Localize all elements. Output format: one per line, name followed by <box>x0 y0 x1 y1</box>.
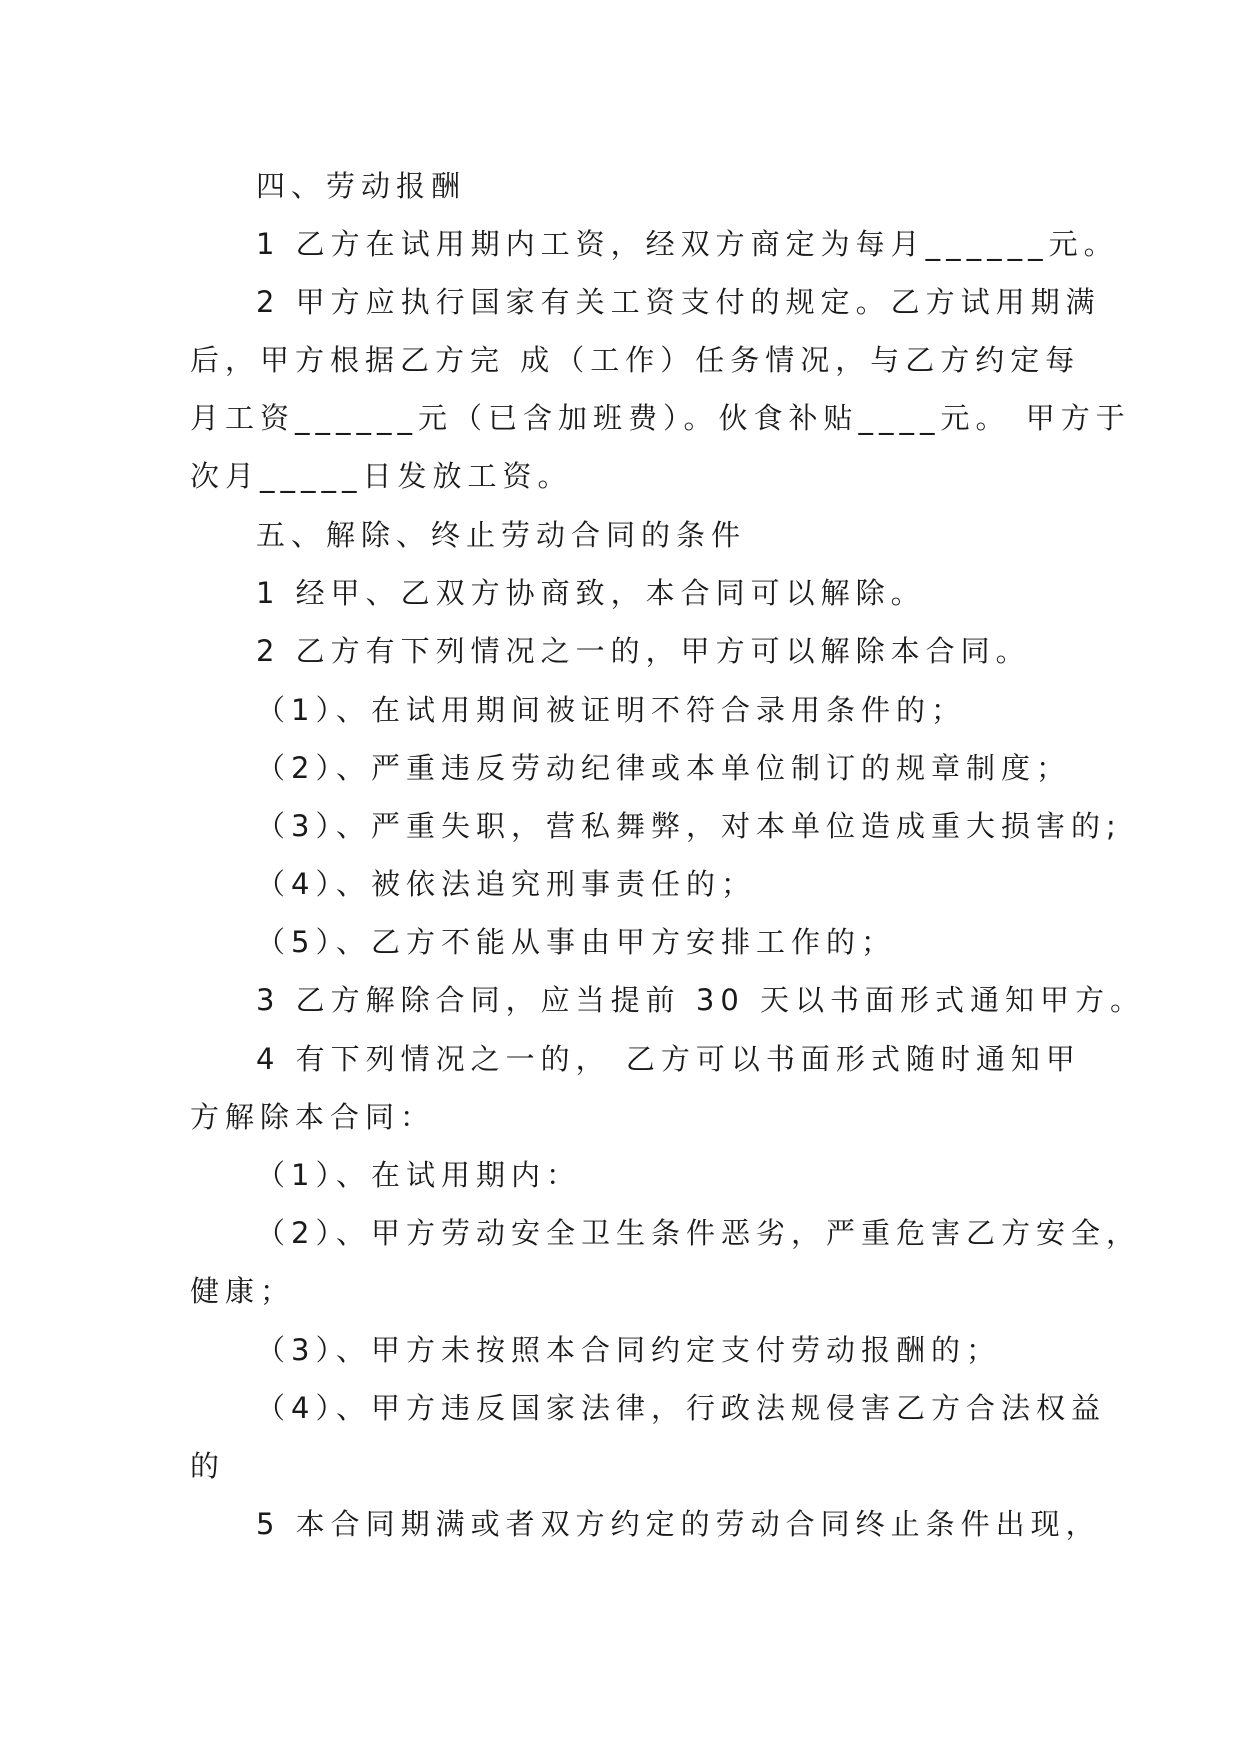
paragraph-line: 后，甲方根据乙方完 成（工作）任务情况，与乙方约定每 <box>190 343 1081 377</box>
list-item: （1）、在试用期间被证明不符合录用条件的； <box>256 693 966 727</box>
section-heading-labor-pay: 四、劳动报酬 <box>256 169 467 203</box>
list-item: （4）、被依法追究刑事责任的； <box>256 867 756 901</box>
list-item: （2）、甲方劳动安全卫生条件恶劣，严重危害乙方安全， <box>256 1216 1141 1250</box>
paragraph-line: 4 有下列情况之一的， 乙方可以书面形式随时通知甲 <box>256 1042 1081 1076</box>
paragraph-line: 5 本合同期满或者双方约定的劳动合同终止条件出现， <box>256 1507 1101 1541</box>
list-item: （1）、在试用期内： <box>256 1158 581 1192</box>
section-heading-termination: 五、解除、终止劳动合同的条件 <box>256 518 747 552</box>
list-item: （2）、严重违反劳动纪律或本单位制订的规章制度； <box>256 751 1071 785</box>
list-item: （3）、甲方未按照本合同约定支付劳动报酬的； <box>256 1333 1001 1367</box>
list-item: （4）、甲方违反国家法律，行政法规侵害乙方合法权益 <box>256 1391 1106 1425</box>
list-item-continuation: 的 <box>190 1449 226 1483</box>
paragraph-line: 2 甲方应执行国家有关工资支付的规定。乙方试用期满 <box>256 285 1101 319</box>
paragraph-line: 月工资______元（已含加班费）。伙食补贴____元。 甲方于 <box>190 401 1131 435</box>
paragraph-line: 次月_____日发放工资。 <box>190 459 573 493</box>
list-item: （5）、乙方不能从事由甲方安排工作的； <box>256 925 896 959</box>
paragraph-line: 3 乙方解除合同，应当提前 30 天以书面形式通知甲方。 <box>256 983 1146 1017</box>
paragraph-line: 2 乙方有下列情况之一的，甲方可以解除本合同。 <box>256 634 1031 668</box>
list-item: （3）、严重失职，营私舞弊，对本单位造成重大损害的; <box>256 809 1122 843</box>
paragraph-line: 1 经甲、乙双方协商致，本合同可以解除。 <box>256 576 926 610</box>
paragraph-line: 1 乙方在试用期内工资，经双方商定为每月______元。 <box>256 227 1119 261</box>
paragraph-line: 方解除本合同： <box>190 1100 436 1134</box>
list-item-continuation: 健康； <box>190 1274 296 1308</box>
